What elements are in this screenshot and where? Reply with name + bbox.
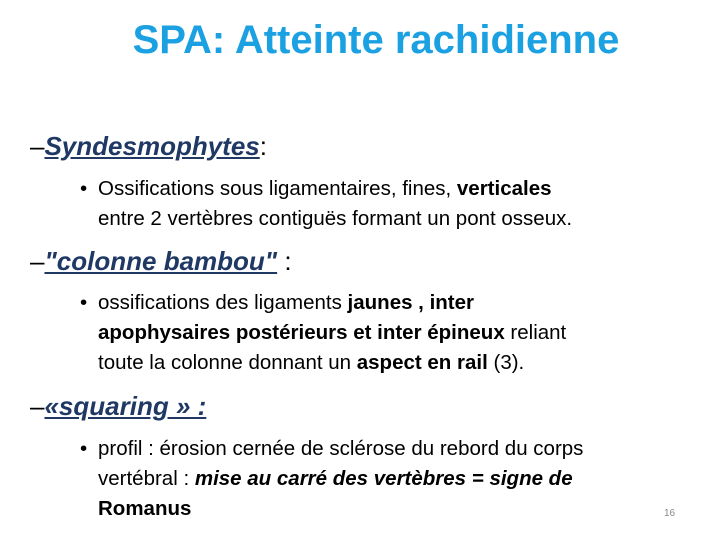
bullet-dot: • (80, 291, 88, 314)
heading-squaring (30, 391, 206, 422)
bullet-squaring (80, 434, 714, 524)
term-suffix: : (259, 131, 267, 161)
bullet-line-2: vertébral : mise au carré des vertèbres = signe de (98, 467, 573, 490)
slide-title: SPA: Atteinte rachidienne (132, 18, 620, 62)
dash: – (30, 246, 45, 276)
bullet-line-3: toute la colonne donnant un aspect en rail (3). (98, 351, 525, 374)
dash: – (30, 391, 45, 421)
bullet-dot: • (80, 177, 88, 200)
heading-colonne-bambou (30, 246, 292, 277)
heading-syndesmophytes (30, 131, 267, 162)
dash: – (30, 131, 45, 161)
bullet-line-2: apophysaires postérieurs et inter épineux reliant (98, 321, 567, 344)
bullet-syndesmophytes (80, 174, 714, 234)
bullet-colonne-bambou (80, 288, 714, 378)
bullet-dot: • (80, 437, 88, 460)
bullet-line-1: ossifications des ligaments jaunes , inter (98, 291, 475, 314)
term-squaring: «squaring » : (44, 391, 207, 421)
term-syndesmophytes: Syndesmophytes (44, 131, 260, 161)
page-number: 16 (664, 508, 676, 519)
bullet-line-1: profil : érosion cernée de sclérose du rebord du corps (98, 437, 584, 460)
term-colonne-bambou: "colonne bambou" (44, 246, 278, 276)
bullet-line-2: entre 2 vertèbres contiguës formant un pont osseux. (98, 207, 573, 230)
bullet-line-1: Ossifications sous ligamentaires, fines, verticales (98, 177, 552, 200)
term-suffix: : (277, 246, 292, 276)
bullet-line-3: Romanus (98, 497, 192, 520)
